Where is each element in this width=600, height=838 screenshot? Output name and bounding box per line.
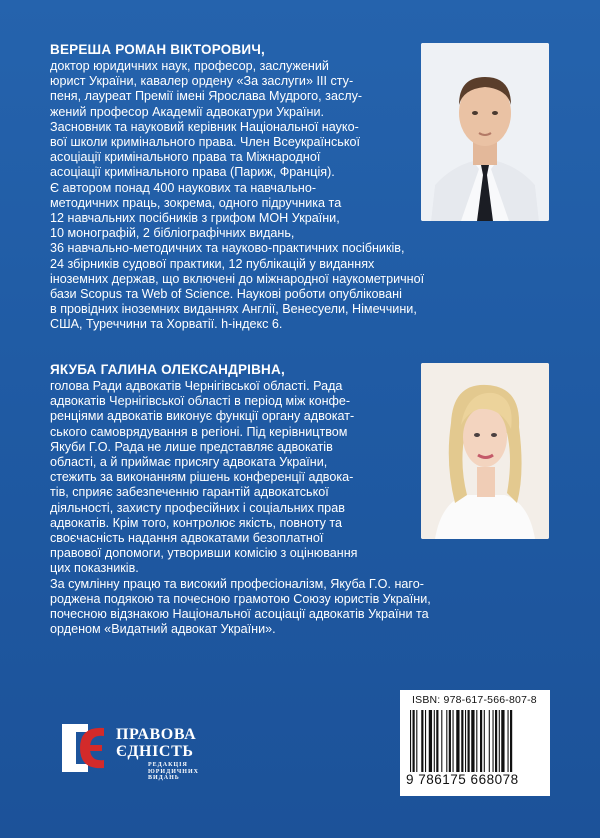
author1-bio: доктор юридичних наук, професор, заслужений юрист України, кавалер ордену «За заслуги» III сту- пеня, лауреат Премії імені Ярослава Мудрого, заслу- жений професор Академії адвокатури України. Засновник та науковий керівник Національної науко- вої школи кримінального права. Член Всеукраїнської асоціації кримінального права та Міжнародної асоціації кримінального права (Париж, Франція). Є автором понад 400 наукових та навчально- методичних праць, зокрема, одного підручника та 12 навчальних посібників з грифом МОН України, 10 монографій, 2 бібліографічних видань, 36 навчально-методичних та науково-практичних посібників, 24 збірників судової практики, 12 публікацій у виданнях іноземних держав, що включені до міжнародної наукометричної бази Scopus та Web of Science. Наукові роботи опубліковані в провідних іноземних виданнях Англії, Венесуели, Німеччини, США, Туреччини та Хорватії. h-індекс 6. [50, 59, 425, 332]
publisher-subtitle [148, 762, 199, 782]
isbn-barcode-box [400, 690, 550, 796]
publisher-title [116, 726, 196, 760]
publisher-logo-mark [60, 718, 112, 778]
publisher-title-line1: ПРАВОВА [116, 726, 197, 743]
publisher-sub-line3: ВИДАНЬ [148, 775, 180, 781]
barcode-bars [408, 710, 544, 774]
publisher-sub-line1: РЕДАКЦІЯ [148, 762, 188, 768]
author1-photo [421, 43, 549, 221]
author2-photo [421, 363, 549, 539]
publisher-title-line2: ЄДНІСТЬ [116, 743, 194, 760]
isbn-label: ISBN: 978-617-566-807-8 [412, 694, 537, 706]
author2-bio: голова Ради адвокатів Чернігівської області. Рада адвокатів Чернігівської області в період між конфе- ренціями адвокатів виконує функції органу адвокат- ського самоврядування в регіоні. Під керівництвом Якуби Г.О. Рада не лише представляє адвокатів області, а й приймає присягу адвоката України, стежить за виконанням рішень конференції адвока- тів, сприяє забезпеченню гарантій адвокатської діяльності, захисту професійних і соціальних прав адвокатів. Крім того, контролює якість, повноту та своєчасність надання адвокатами безоплатної правової допомоги, утворивши комісію з оцінювання цих показників. За сумлінну працю та високий професіоналізм, Якуба Г.О. наго- роджена подякою та почесною грамотою Союзу юристів України, почесною відзнакою Національної асоціації адвокатів України та орденом «Видатний адвокат України». [50, 379, 431, 637]
publisher-sub-line2: ЮРИДИЧНИХ [148, 768, 199, 775]
author1-name: ВЕРЕША РОМАН ВІКТОРОВИЧ, [50, 42, 265, 57]
barcode-digits: 9 786175 668078 [406, 772, 519, 787]
author2-name: ЯКУБА ГАЛИНА ОЛЕКСАНДРІВНА, [50, 362, 285, 377]
publisher-logo [60, 718, 260, 781]
